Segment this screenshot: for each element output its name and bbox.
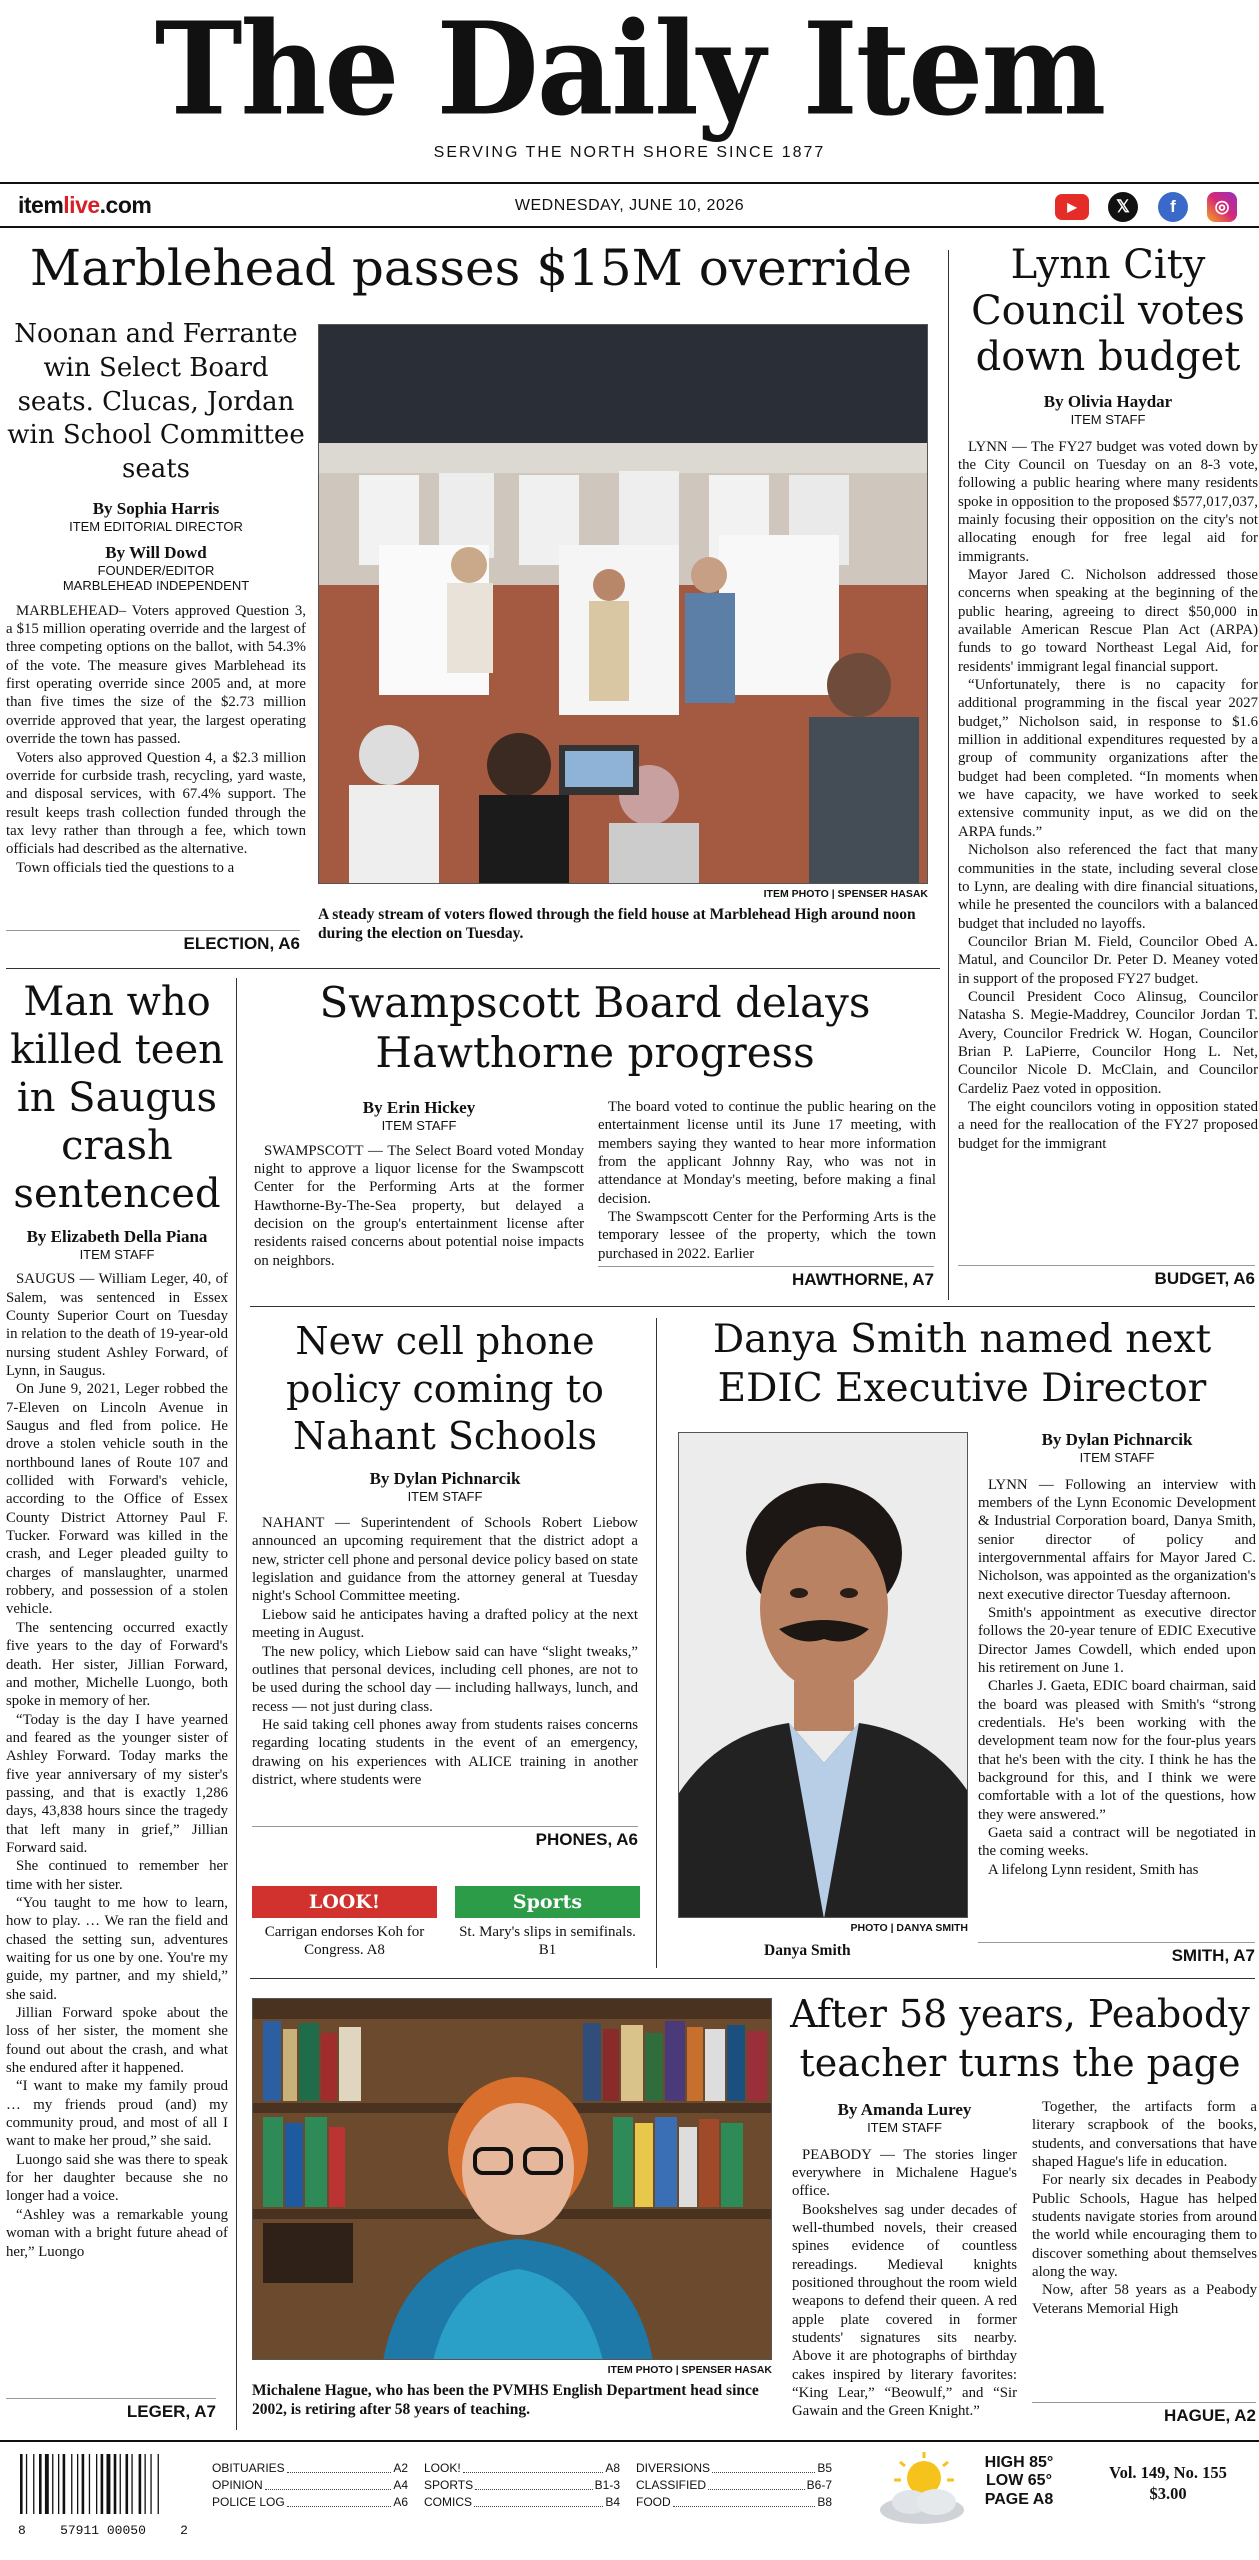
article-body: SWAMPSCOTT — The Select Board voted Monday night to approve a liquor license for the Swampscott Center for the Performing Arts at the former Hawthorne-By-The-Sea property, but delayed a decision on the group's entertainment license after residents raised concerns about potential noise impacts on neighbors. bbox=[254, 1142, 584, 1269]
barcode-bar bbox=[71, 2454, 72, 2514]
index-page: B1-3 bbox=[594, 2478, 620, 2492]
index-row bbox=[424, 2494, 620, 2511]
barcode-bar bbox=[158, 2454, 159, 2514]
index-section-name: COMICS bbox=[424, 2495, 472, 2509]
index-section-name: FOOD bbox=[636, 2495, 671, 2509]
facebook-icon[interactable]: f bbox=[1158, 192, 1188, 222]
index-section-name: POLICE LOG bbox=[212, 2495, 285, 2509]
edic-column bbox=[978, 1430, 1256, 1954]
index-page: B6-7 bbox=[806, 2478, 832, 2492]
sports-label: Sports bbox=[455, 1886, 640, 1918]
weather-low: LOW 65° bbox=[986, 2472, 1052, 2490]
barcode-bar bbox=[26, 2454, 27, 2514]
nahant-headline[interactable]: New cell phone policy coming to Nahant Schools bbox=[286, 1319, 604, 1458]
byline-role: MARBLEHEAD INDEPENDENT bbox=[62, 578, 250, 594]
jump-line[interactable]: HAWTHORNE, A7 bbox=[598, 1266, 934, 1290]
index-row bbox=[424, 2477, 620, 2494]
article-body: The board voted to continue the public hearing on the entertainment license until its June 17 meeting, with members saying they wanted to hear more information from the applicant Johnny Ray, who was not in attendance at Monday's meeting, before making a final decision. The Swampscott Center for the Performing Arts is the temporary lessee of the property, which the town purchased in 2022. Earlier bbox=[598, 1099, 936, 1262]
x-icon[interactable]: 𝕏 bbox=[1108, 192, 1138, 222]
barcode-bar bbox=[58, 2454, 59, 2514]
article-body: MARBLEHEAD– Voters approved Question 3, a $15 million operating override and the largest of three competing options on the ballot, with 54.3% of the vote. The measure gives Marblehead its first operating override since 2005 and, at more than five times the size of the $2.73 million override approved that year, the largest operating override the town has passed. Voters also approved Question 4, a $2.3 million override for curbside trash, recycling, yard waste, and disposal services, with 67.4% support. The result keeps trash collection funded through the tax levy rather than through a fee, which town officials had described as the alternative. Town officials tied the questions to a bbox=[6, 602, 306, 876]
column-rule bbox=[656, 1318, 657, 1968]
voters-photo bbox=[318, 324, 928, 884]
barcode-bar bbox=[89, 2454, 90, 2514]
barcode-bar bbox=[145, 2454, 146, 2514]
index-col-2 bbox=[424, 2460, 620, 2520]
photo-caption: Michalene Hague, who has been the PVMHS English Department head since 2002, is retiring after 58 years of teaching. bbox=[252, 2382, 759, 2418]
jump-line[interactable]: SMITH, A7 bbox=[978, 1942, 1255, 1966]
barcode-bar bbox=[101, 2454, 104, 2514]
peabody-col1 bbox=[792, 2100, 1017, 2424]
weather-icon bbox=[872, 2450, 972, 2530]
barcode-bar bbox=[82, 2454, 85, 2514]
index-row bbox=[212, 2460, 408, 2477]
index-page: B5 bbox=[817, 2461, 832, 2475]
byline-role: ITEM STAFF bbox=[1079, 1450, 1155, 1465]
issue-date: WEDNESDAY, JUNE 10, 2026 bbox=[514, 197, 745, 214]
peabody-col2 bbox=[1032, 2098, 1257, 2400]
index-page: B8 bbox=[817, 2495, 832, 2509]
weather-page: PAGE A8 bbox=[984, 2490, 1054, 2508]
hague-photo bbox=[252, 1998, 772, 2360]
article-body: LYNN — The FY27 budget was voted down by the City Council on Tuesday on an 8-3 vote, following a public hearing where many residents spoke in opposition to the proposed $577,017,037, mainly focusing their opposition on the city's not allocating enough for free legal aid for immigrants. Mayor Jared C. Nicholson addressed those concerns when speaking at the beginning of the public hearing, agreeing to direct $50,000 in available American Rescue Plan Act (ARPA) funds to go toward Northeast Legal Aid, for residents' immigrant legal financial support. “Unfortunately, there is no capacity for additional programming in the fiscal year 2027 budget,” Nicholson said, in response to $1.6 million in additional expenditures requested by a group of community organizations after the budget had been completed. “In moments when we have capacity, we have worked to seek extensive community input, as we did on the ARPA funds.” Nicholson also referenced the fact that many communities in the state, including several close to Lynn, are dealing with dire financial situations, while he presented the councilors with a balanced budget that included no layoffs. Councilor Brian M. Field, Councilor Obed A. Matul, and Councilor Dr. Peter D. Meaney voted in support of the proposed FY27 budget. Council President Coco Alinsug, Councilor Natasha S. Megie-Maddrey, Councilor Jordan T. Avery, Councilor Fredrick W. Hogan, Councilor Brian P. LaPierre, Councilor Hong L. Net, Councilor Nicole D. McClain, and Councilor Cardeliz Paez voted in opposition. The eight councilors voting in opposition stated a need for the reallocation of the FY27 proposed budget for the immigrant bbox=[958, 438, 1258, 1152]
index-page: A8 bbox=[605, 2461, 620, 2475]
index-row bbox=[212, 2477, 408, 2494]
edic-headline[interactable]: Danya Smith named next EDIC Executive Director bbox=[712, 1317, 1212, 1411]
sports-text: St. Mary's slips in semifinals. B1 bbox=[459, 1924, 636, 1958]
barcode-bar bbox=[20, 2454, 23, 2514]
footer-bar bbox=[0, 2440, 1259, 2560]
price: $3.00 bbox=[1149, 2484, 1187, 2504]
barcode-bars bbox=[18, 2454, 188, 2516]
volume-number: Vol. 149, No. 155 bbox=[1109, 2463, 1227, 2482]
jump-line[interactable]: HAGUE, A2 bbox=[1032, 2402, 1256, 2426]
instagram-icon[interactable]: ◎ bbox=[1207, 192, 1237, 222]
saugus-headline[interactable]: Man who killed teen in Saugus crash sentenced bbox=[10, 979, 224, 1217]
marblehead-left-column bbox=[6, 318, 306, 958]
index-col-3 bbox=[636, 2460, 832, 2520]
barcode-digits: 57911 00050 bbox=[60, 2523, 146, 2534]
lynn-column bbox=[958, 242, 1258, 1282]
masthead-title: The Daily Item bbox=[154, 0, 1105, 144]
sports-promo[interactable] bbox=[455, 1886, 640, 1966]
jump-line[interactable]: BUDGET, A6 bbox=[958, 1265, 1255, 1289]
byline-role: ITEM EDITORIAL DIRECTOR bbox=[69, 518, 243, 534]
article-body: Together, the artifacts form a literary scrapbook of the books, students, and conversations that have shaped Hague's life in education. For nearly six decades in Peabody Public Schools, Hague has helped students navigate stories from around the world while encouraging them to discover something about themselves along the way. Now, after 58 years as a Peabody Veterans Memorial High bbox=[1032, 2099, 1257, 2317]
byline-role: ITEM STAFF bbox=[1070, 412, 1146, 427]
masthead bbox=[0, 0, 1259, 180]
barcode-bar bbox=[52, 2454, 53, 2514]
peabody-headline[interactable]: After 58 years, Peabody teacher turns the page bbox=[790, 1992, 1250, 2085]
index-section-name: DIVERSIONS bbox=[636, 2461, 711, 2475]
barcode-bar bbox=[126, 2454, 129, 2514]
byline-role: ITEM STAFF bbox=[79, 1246, 155, 1262]
barcode-bar bbox=[63, 2454, 66, 2514]
byline: By Dylan Pichnarcik bbox=[369, 1468, 521, 1488]
index-section-name: SPORTS bbox=[424, 2478, 474, 2492]
index-row bbox=[636, 2494, 832, 2511]
barcode-bar bbox=[96, 2454, 97, 2514]
weather-forecast bbox=[976, 2454, 1062, 2526]
nahant-column bbox=[252, 1318, 638, 1798]
barcode-bar bbox=[33, 2454, 34, 2514]
article-body: LYNN — Following an interview with members of the Lynn Economic Development & Industrial Corporation board, Danya Smith, senior director of policy and intergovernmental affairs for Mayor Jared C. Nicholson, was appointed as the organization's next executive director Tuesday afternoon. Smith's appointment as executive director follows the 20-year tenure of EDIC Executive Director James Cowdell, which ended upon his retirement on June 1. Charles J. Gaeta, EDIC board chairman, said the board was pleased with Smith's “strong credentials. He's been working with the development team now for the four-plus years that he's been with the city. I think he has the background for this, and I think we were comfortable with a lot of the questions, how they were answered.” Gaeta said a contract will be negotiated in the coming weeks. A lifelong Lynn resident, Smith has bbox=[978, 1476, 1256, 1878]
index-row bbox=[636, 2460, 832, 2477]
jump-line[interactable]: PHONES, A6 bbox=[252, 1826, 638, 1850]
section-rule bbox=[6, 968, 940, 969]
section-rule bbox=[250, 1306, 1255, 1307]
byline: By Erin Hickey bbox=[362, 1098, 476, 1117]
barcode-right-digit: 2 bbox=[180, 2523, 188, 2534]
barcode-bar bbox=[77, 2454, 78, 2514]
photo-credit: PHOTO | DANYA SMITH bbox=[850, 1922, 968, 1934]
barcode-bar bbox=[139, 2454, 142, 2514]
photo-caption: Danya Smith bbox=[764, 1942, 851, 1959]
jump-line[interactable]: LEGER, A7 bbox=[6, 2398, 216, 2422]
index-page: B4 bbox=[605, 2495, 620, 2509]
look-label: LOOK! bbox=[252, 1886, 437, 1918]
byline: By Sophia Harris bbox=[92, 498, 220, 518]
jump-line[interactable]: ELECTION, A6 bbox=[6, 930, 300, 954]
look-text: Carrigan endorses Koh for Congress. A8 bbox=[264, 1924, 425, 1958]
column-rule bbox=[236, 978, 237, 2430]
photo-credit: ITEM PHOTO | SPENSER HASAK bbox=[607, 2364, 772, 2376]
issue-info bbox=[1086, 2462, 1250, 2514]
byline: By Amanda Lurey bbox=[837, 2100, 972, 2119]
photo-credit: ITEM PHOTO | SPENSER HASAK bbox=[763, 888, 928, 900]
barcode-bar bbox=[107, 2454, 111, 2514]
byline-role: ITEM STAFF bbox=[407, 1488, 483, 1504]
index-page: A4 bbox=[393, 2478, 408, 2492]
saugus-column bbox=[6, 978, 228, 2418]
byline-role: ITEM STAFF bbox=[867, 2120, 942, 2135]
barcode bbox=[18, 2454, 188, 2534]
index-row bbox=[212, 2494, 408, 2511]
masthead-tagline: SERVING THE NORTH SHORE SINCE 1877 bbox=[433, 144, 826, 161]
column-rule bbox=[948, 250, 949, 1300]
barcode-bar bbox=[131, 2454, 132, 2514]
swampscott-headline[interactable]: Swampscott Board delays Hawthorne progress bbox=[319, 978, 871, 1078]
article-body: PEABODY — The stories linger everywhere in Michalene Hague's office. Bookshelves sag under decades of well-thumbed novels, their creased spines evidence of countless rereadings. Medieval knights positioned throughout the room wield weapons to defend their queen. A red apple plate covered in former students' signatures sits nearby. Above it are photographs of birthday cakes inspired by literary favorites: “King Lear,” “Beowulf,” and “Sir Gawain and the Green Knight.” bbox=[792, 2146, 1017, 2420]
dateline-bar bbox=[0, 182, 1259, 228]
index-page: A6 bbox=[393, 2495, 408, 2509]
barcode-bar bbox=[114, 2454, 117, 2514]
danya-smith-photo bbox=[678, 1432, 968, 1918]
swampscott-left-block bbox=[250, 1098, 588, 1288]
barcode-bar bbox=[45, 2454, 49, 2514]
barcode-left-digit: 8 bbox=[18, 2523, 26, 2534]
byline: By Olivia Haydar bbox=[1043, 392, 1173, 411]
marblehead-subhead: Noonan and Ferrante win Select Board seats. Clucas, Jordan win School Committee seats bbox=[7, 319, 305, 485]
index-row bbox=[424, 2460, 620, 2477]
index-section-name: OBITUARIES bbox=[212, 2461, 285, 2475]
byline: By Dylan Pichnarcik bbox=[1041, 1430, 1193, 1449]
weather-high: HIGH 85° bbox=[984, 2454, 1054, 2471]
index-section-name: CLASSIFIED bbox=[636, 2478, 707, 2492]
barcode-bar bbox=[120, 2454, 121, 2514]
swampscott-right-block bbox=[598, 1098, 936, 1262]
index-row bbox=[636, 2477, 832, 2494]
byline: By Will Dowd bbox=[105, 542, 207, 562]
youtube-icon[interactable]: ▶ bbox=[1055, 194, 1089, 220]
byline-role: FOUNDER/EDITOR bbox=[97, 562, 215, 578]
barcode-bar bbox=[39, 2454, 42, 2514]
index-col-1 bbox=[212, 2460, 408, 2520]
article-body: SAUGUS — William Leger, 40, of Salem, was sentenced in Essex County Superior Court on Tuesday in relation to the death of 19-year-old nursing student Ashley Forward, of Lynn, in Saugus. On June 9, 2021, Leger robbed the 7-Eleven on Lincoln Avenue in Saugus and fled from police. He drove a stolen vehicle south in the northbound lanes of Route 107 and collided with Forward's vehicle, according to the Office of Essex County District Attorney Paul F. Tucker. Forward was killed in the crash, and Leger pleaded guilty to charges of manslaughter, unarmed robbery, and possession of a stolen vehicle. The sentencing occurred exactly five years to the day of Forward's death. Her sister, Jillian Forward, and mother, Michelle Luongo, both spoke in memory of her. “Today is the day I have yearned and feared as the younger sister of Ashley Forward. Today marks the five year anniversary of my sister's passing, and that is exactly 1,286 days, 43,838 hours since the tragedy that left many in grief,” Jillian Forward said. She continued to remember her time with her sister. “You taught to me how to learn, how to play. … We ran the field and chased the setting sun, adventures waiting for us one by one. You're my guide, my partner, and my shield,” she said. Jillian Forward spoke about the loss of her sister, the moment she found out about the crash, and what she endured after it happened. “I want to make my family proud … my friends proud (and) my community proud, and most of all I want to make her proud,” she said. Luongo said she was there to speak for her daughter because she no longer had a voice. “Ashley was a remarkable young woman with a bright future ahead of her,” Luongo bbox=[6, 1271, 228, 2260]
index-section-name: OPINION bbox=[212, 2478, 263, 2492]
lynn-headline[interactable]: Lynn City Council votes down budget bbox=[971, 242, 1245, 380]
index-section-name: LOOK! bbox=[424, 2461, 461, 2475]
look-promo[interactable] bbox=[252, 1886, 437, 1966]
index-page: A2 bbox=[393, 2461, 408, 2475]
photo-caption: A steady stream of voters flowed through the field house at Marblehead High around noon during the election on Tuesday. bbox=[318, 906, 916, 942]
itemlive-logo[interactable]: itemlive.com bbox=[18, 192, 152, 218]
byline-role: ITEM STAFF bbox=[381, 1118, 457, 1133]
barcode-bar bbox=[150, 2454, 151, 2514]
marblehead-headline[interactable]: Marblehead passes $15M override bbox=[29, 240, 913, 297]
section-rule bbox=[250, 1978, 1255, 1979]
byline: By Elizabeth Della Piana bbox=[26, 1227, 208, 1246]
article-body: NAHANT — Superintendent of Schools Robert Liebow announced an upcoming requirement that the district adopt a new, stricter cell phone and personal device policy based on state legislation and guidance from the attorney general at Tuesday night's School Committee meeting. Liebow said he anticipates having a drafted policy at the next meeting in August. The new policy, which Liebow said can have “slight tweaks,” outlines that personal devices, including cell phones, are not to be used during the school day — including hallways, lunch, and recess — not just during class. He said taking cell phones away from students raises concerns regarding locating students in the event of an emergency, drawing on his experiences with ALICE training in another district, where students were bbox=[252, 1515, 638, 1788]
